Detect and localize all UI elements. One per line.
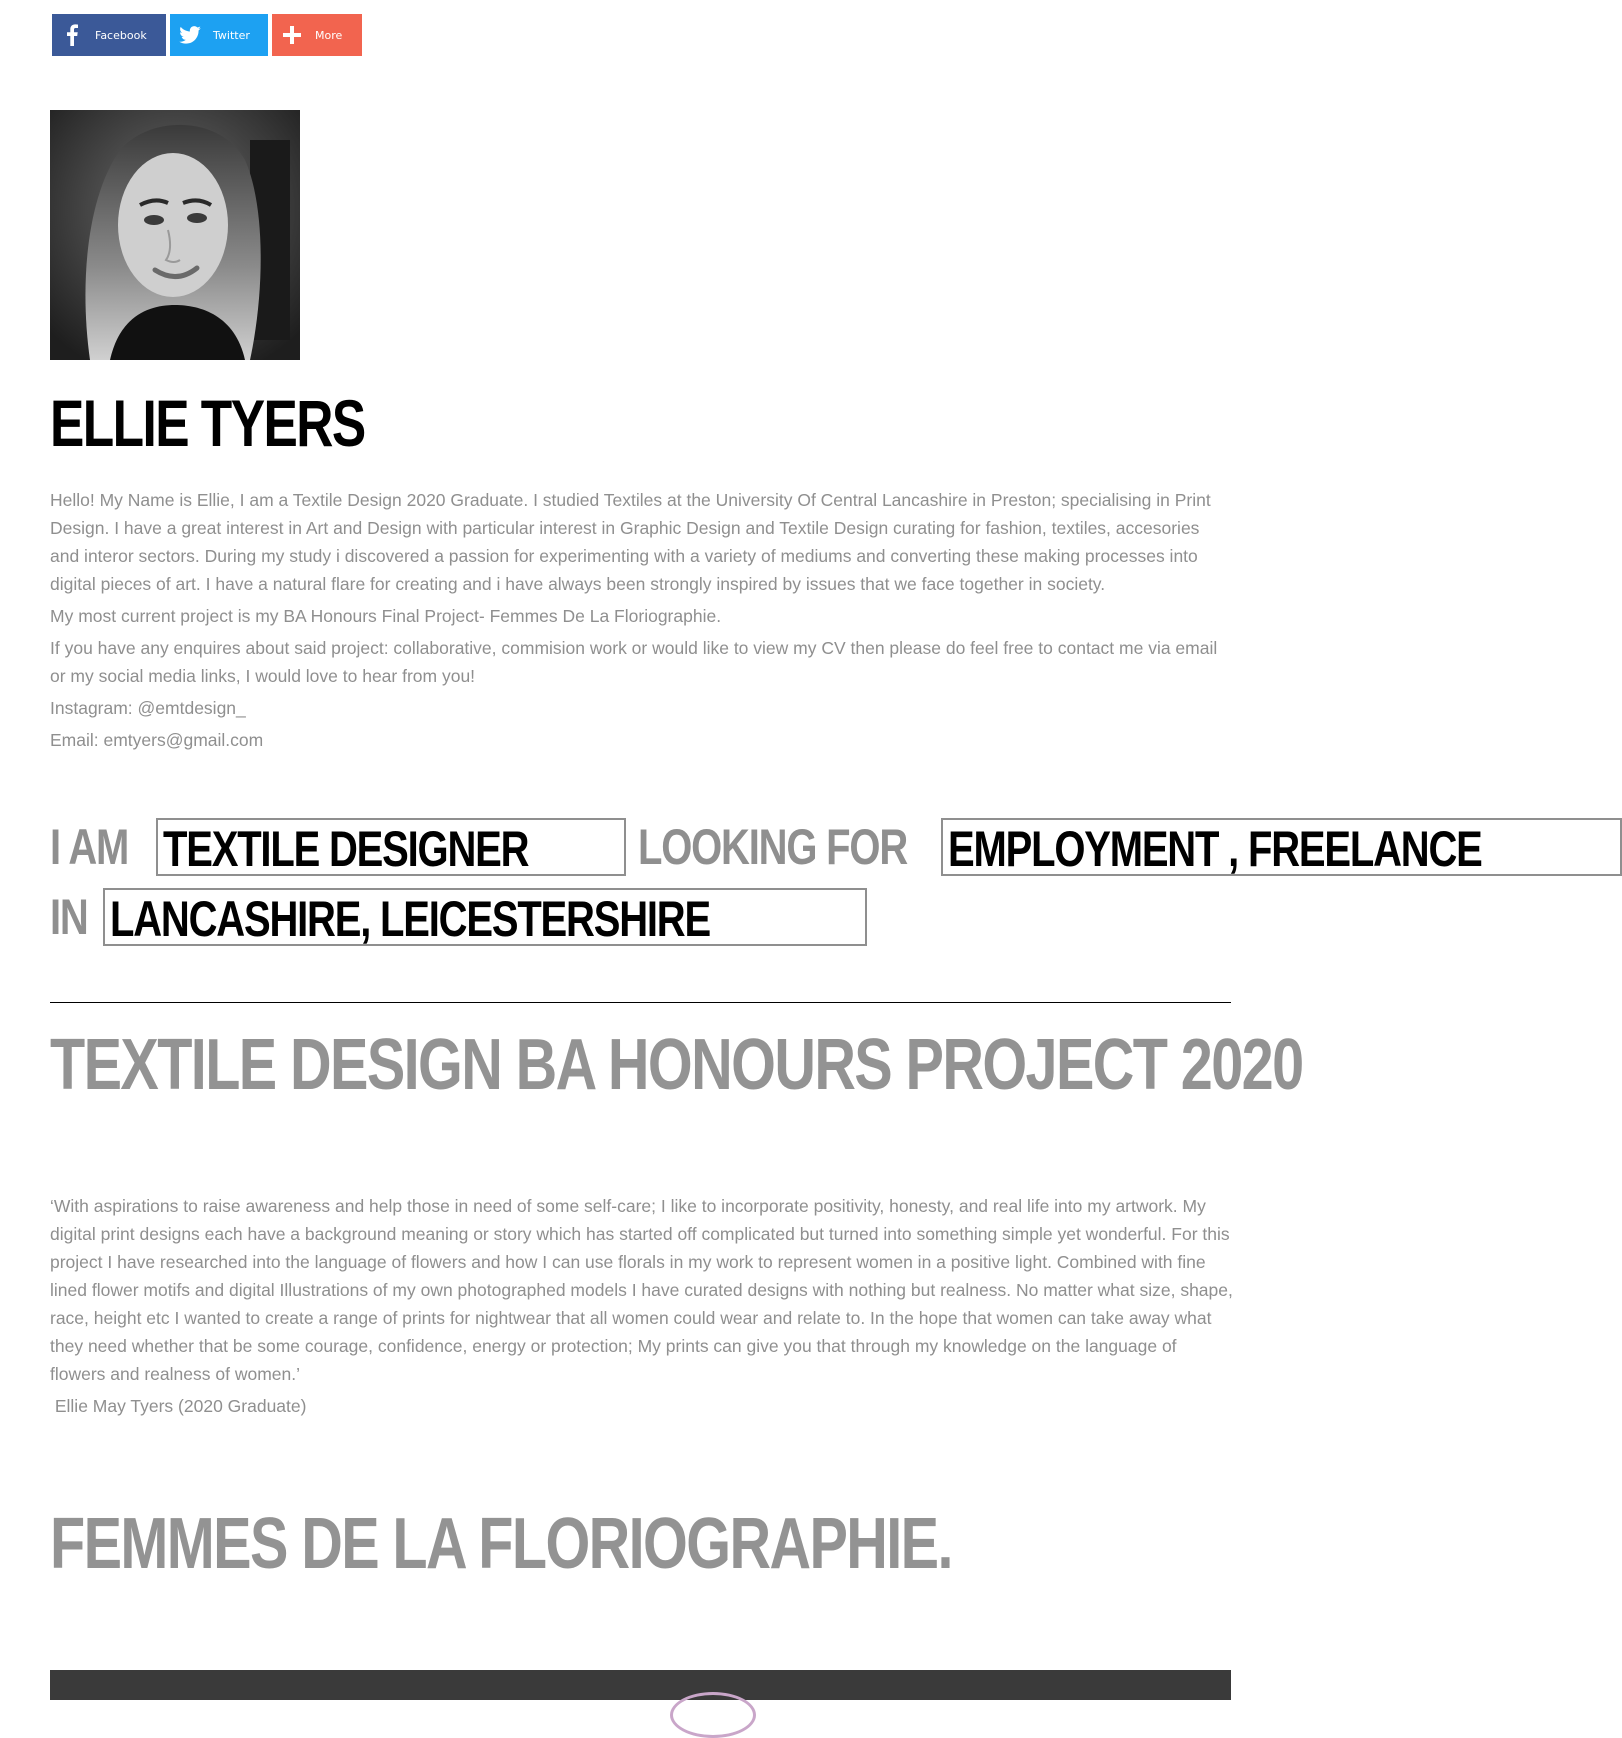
- work-type-box: [941, 818, 1622, 876]
- profile-avatar: [50, 110, 300, 360]
- in-label: IN: [50, 889, 88, 945]
- collection-title: FEMMES DE LA FLORIOGRAPHIE.: [50, 1504, 952, 1584]
- quote-attribution: Ellie May Tyers (2020 Graduate): [50, 1396, 307, 1416]
- collection-image-panel: [50, 1670, 1231, 1700]
- job-statement: [50, 812, 1482, 952]
- twitter-share-button[interactable]: [170, 14, 268, 56]
- share-bar: [52, 14, 362, 56]
- profile-bio: [50, 486, 1230, 758]
- more-share-label: More: [315, 28, 343, 42]
- i-am-label: I AM: [50, 819, 129, 875]
- twitter-share-label: Twitter: [213, 28, 250, 42]
- location-box: [103, 888, 867, 946]
- facebook-icon: [52, 14, 92, 56]
- twitter-icon: [170, 14, 210, 56]
- section-divider: [50, 1002, 1231, 1003]
- role-value: TEXTILE DESIGNER: [162, 821, 528, 877]
- bio-contact-invite: If you have any enquires about said project: collaborative, commision work or would like to view my CV then please do feel free to contact me via email or my social media links, I would love to hear from you!: [50, 638, 1218, 686]
- looking-for-label: LOOKING FOR: [638, 819, 908, 875]
- bio-intro: Hello! My Name is Ellie, I am a Textile Design 2020 Graduate. I studied Textiles at the University Of Central Lancashire in Preston; specialising in Print Design. I have a great interest in Art and Design with particular interest in Graphic Design and Textile Design curating for fashion, textiles, accesories and interor sectors. During my study i discovered a passion for experimenting with a variety of mediums and converting these making processes into digital pieces of art. I have a natural flare for creating and i have always been strongly inspired by issues that we face together in society.: [50, 490, 1211, 594]
- floral-motif: [670, 1692, 756, 1738]
- more-share-button[interactable]: [272, 14, 362, 56]
- job-statement-row-2: [50, 882, 1250, 952]
- project-title: TEXTILE DESIGN BA HONOURS PROJECT 2020: [50, 1025, 1303, 1105]
- quote-text: ‘With aspirations to raise awareness and help those in need of some self-care; I like to incorporate positivity, honesty, and real life into my artwork. My digital print designs each have a background meaning or story which has started off complicated but turned into something simple yet wonderful. For this project I have researched into the language of flowers and how I can use florals in my work to represent women in a positive light. Combined with fine lined flower motifs and digital Illustrations of my own photographed models I have curated designs with nothing but realness. No matter what size, shape, race, height etc I wanted to create a range of prints for nightwear that all women could wear and relate to. In the hope that women can take away what they need whether that be some courage, confidence, energy or protection; My prints can give you that through my knowledge on the language of flowers and realness of women.’: [50, 1196, 1233, 1384]
- work-type-value: EMPLOYMENT , FREELANCE: [947, 821, 1482, 877]
- location-value: LANCASHIRE, LEICESTERSHIRE: [110, 891, 710, 947]
- role-box: [156, 818, 627, 876]
- facebook-share-label: Facebook: [95, 28, 147, 42]
- bio-current-project: My most current project is my BA Honours Final Project- Femmes De La Floriographie.: [50, 606, 722, 626]
- facebook-share-button[interactable]: [52, 14, 166, 56]
- bio-instagram: Instagram: @emtdesign_: [50, 698, 246, 718]
- job-statement-row-1: [50, 812, 1482, 882]
- project-quote: [50, 1192, 1235, 1424]
- bio-email: Email: emtyers@gmail.com: [50, 730, 264, 750]
- plus-icon: [272, 14, 312, 56]
- profile-name: ELLIE TYERS: [50, 386, 365, 460]
